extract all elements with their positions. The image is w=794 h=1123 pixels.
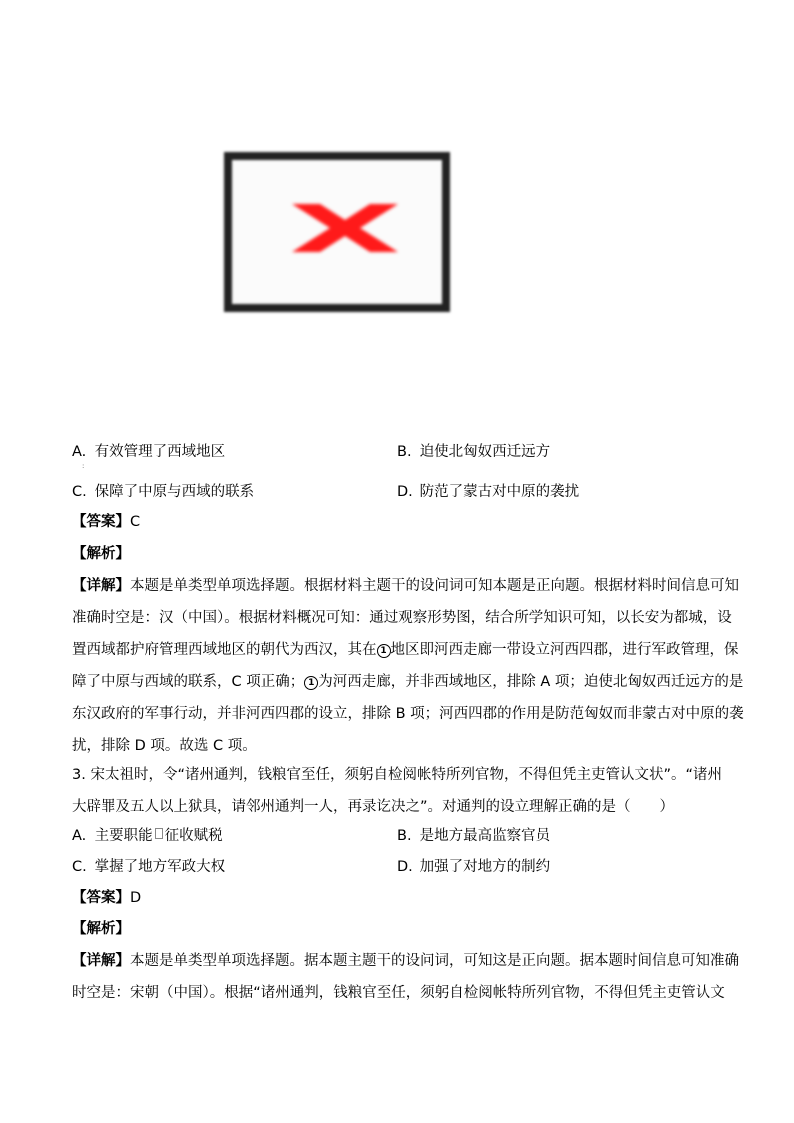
option-text: 有效管理了西域地区 [94,444,226,460]
option-letter: A. [72,444,87,460]
q3-stem-line-2 [72,797,674,817]
option-text: 加强了对地方的制约 [419,859,551,875]
detail-text: 准确时空是：汉（中国）。根据材料概况可知：通过观察形势图，结合所学知识可知，以长安为都城，设 [72,610,732,626]
option-text: 迫使北匈奴西迁远方 [419,444,551,460]
q2-option-b [397,442,550,462]
detail-text: 本题是单类型单项选择题。据本题主题干的设问词，可知这是正向题。据本题时间信息可知准确 [130,953,739,969]
q3-detail-line-1 [72,951,739,971]
q2-option-a [72,442,225,462]
q2-option-c [72,482,254,502]
detail-text: 置西域都护府管理西域地区的朝代为西汉，其在 [72,642,377,658]
option-letter: A. [72,828,87,844]
stem-text: 大辟罪及五人以上狱具，请邻州通判一人，再录讫决之”。对通判的设立理解正确的是（ ） [72,799,675,815]
stray-mark: : [82,462,85,470]
q2-detail-line-5 [72,704,744,724]
q2-detail-line-6 [72,736,257,756]
answer-tag: 【答案】 [72,514,130,530]
q3-analysis-heading [72,919,130,939]
q2-detail-line-4 [72,672,743,692]
q3-answer [72,888,141,908]
option-text: 防范了蒙古对中原的袭扰 [419,484,580,500]
circled-number-1: 1 [304,676,318,690]
detail-tag: 【详解】 [72,953,130,969]
circled-number-1: 1 [377,644,391,658]
option-letter: B. [397,444,412,460]
detail-text: 地区即河西走廊一带设立河西四郡，进行军政管理，保 [390,642,739,658]
q2-detail-line-2 [72,608,732,628]
option-text: 掌握了地方军政大权 [94,859,226,875]
option-text: 征收赋税 [164,828,223,844]
q2-detail-line-3 [72,640,739,660]
analysis-tag: 【解析】 [72,546,130,562]
option-text: 保障了中原与西域的联系 [94,484,255,500]
q3-option-d [397,857,550,877]
detail-text: 本题是单类型单项选择题。根据材料主题干的设问词可知本题是正向题。根据材料时间信息可知 [130,578,739,594]
option-letter: D. [397,484,413,500]
detail-text: 扰，排除 D 项。故选 C 项。 [72,738,257,754]
q3-option-b [397,826,550,846]
q2-analysis-heading [72,544,130,564]
option-letter: C. [72,484,87,500]
q3-option-c [72,857,225,877]
detail-text: 障了中原与西域的联系，C 项正确； [72,674,305,690]
broken-image-placeholder [224,152,466,324]
answer-value: C [130,514,141,530]
broken-image-x-icon [292,200,398,256]
q3-option-a [72,826,223,846]
answer-value: D [130,890,142,906]
option-text: 主要职能 [94,828,153,844]
q2-option-d [397,482,579,502]
q2-answer [72,512,140,532]
analysis-tag: 【解析】 [72,921,130,937]
q3-stem-line-1 [72,765,722,785]
option-text: 是地方最高监察官员 [419,828,551,844]
answer-tag: 【答案】 [72,890,130,906]
option-letter: C. [72,859,87,875]
stem-text: 3. 宋太祖时，令“诸州通判，钱粮官至任，须躬自检阅帐特所列官物，不得但凭主吏管认文状”。“诸州 [72,767,722,783]
detail-text: 时空是：宋朝（中国）。根据“诸州通判，钱粮官至任，须躬自检阅帐特所列官物，不得但凭主吏管认文 [72,985,725,1001]
detail-text: 东汉政府的军事行动，并非河西四郡的设立，排除 B 项；河西四郡的作用是防范匈奴而非蒙古对中原的袭 [72,706,744,722]
option-letter: B. [397,828,412,844]
q3-detail-line-2 [72,983,725,1003]
detail-tag: 【详解】 [72,578,130,594]
missing-glyph-icon [155,828,163,839]
detail-text: 为河西走廊，并非西域地区，排除 A 项；迫使北匈奴西迁远方的是 [318,674,744,690]
option-letter: D. [397,859,413,875]
q2-detail-line-1 [72,576,739,596]
